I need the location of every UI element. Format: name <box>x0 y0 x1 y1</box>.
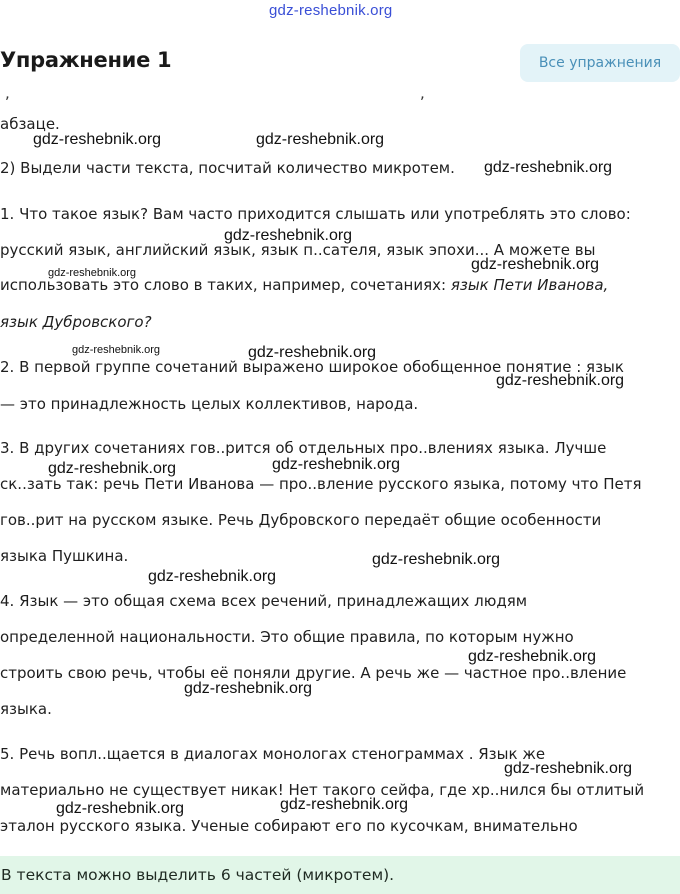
answer-box <box>0 856 680 894</box>
text-line: 2. В первой группе сочетаний выражено широкое обобщенное понятие : язык <box>0 358 624 376</box>
text-line: 2) Выдели части текста, посчитай количество микротем. <box>0 159 455 177</box>
text-line <box>0 313 152 331</box>
watermark: gdz-reshebnik.org <box>48 267 137 279</box>
text-line: ск..зать так: речь Пети Иванова — про..вление русского языка, потому что Петя <box>0 475 642 493</box>
clipped-text-fragment: , , <box>5 84 425 102</box>
text-line: гов..рит на русском языке. Речь Дубровского передаёт общие особенности <box>0 511 602 529</box>
text-line: 4. Язык — это общая схема всех речений, принадлежащих людям <box>0 592 528 610</box>
watermark: gdz-reshebnik.org <box>248 344 377 361</box>
watermark: gdz-reshebnik.org <box>224 227 353 244</box>
page-title: Упражнение 1 <box>0 48 172 72</box>
all-exercises-button[interactable]: Все упражнения <box>520 44 680 82</box>
text-line: материально не существует никак! Нет такого сейфа, где хр..нился бы отлитый <box>0 781 645 799</box>
text-line: эталон русского языка. Ученые собирают его по кусочкам, внимательно <box>0 817 578 835</box>
text-line: абзаце. <box>0 115 60 133</box>
watermark: gdz-reshebnik.org <box>280 796 409 813</box>
text-line: русский язык, английский язык, язык п..сателя, язык эпохи... А можете вы <box>0 241 596 259</box>
watermark: gdz-reshebnik.org <box>72 344 161 356</box>
watermark: gdz-reshebnik.org <box>471 256 600 273</box>
answer-text: В текста можно выделить 6 частей (микротем). <box>1 866 395 884</box>
page-header <box>0 44 680 82</box>
text-line: 1. Что такое язык? Вам часто приходится слышать или употреблять это слово: <box>0 205 631 223</box>
text-line: определенной национальности. Это общие правила, по которым нужно <box>0 628 574 646</box>
text-line-part: использовать это слово в таких, например, сочетаниях: <box>0 276 451 294</box>
watermark: gdz-reshebnik.org <box>372 551 501 568</box>
watermark: gdz-reshebnik.org <box>56 800 185 817</box>
watermark: gdz-reshebnik.org <box>484 159 613 176</box>
text-line: строить свою речь, чтобы её поняли другие. А речь же — частное про..вление <box>0 664 627 682</box>
text-line: языка Пушкина. <box>0 547 129 565</box>
watermark: gdz-reshebnik.org <box>504 760 633 777</box>
italic-example: язык Дубровского? <box>0 313 152 331</box>
watermark: gdz-reshebnik.org <box>256 131 385 148</box>
watermark: gdz-reshebnik.org <box>148 568 277 585</box>
italic-example: язык Пети Иванова, <box>450 276 609 294</box>
watermark: gdz-reshebnik.org <box>48 460 177 477</box>
watermark: gdz-reshebnik.org <box>33 131 162 148</box>
text-line: 5. Речь вопл..щается в диалогах монологах стенограммах . Язык же <box>0 745 546 763</box>
watermark: gdz-reshebnik.org <box>184 680 313 697</box>
watermark-top: gdz-reshebnik.org <box>269 2 393 19</box>
text-line: 3. В других сочетаниях гов..рится об отдельных про..влениях языка. Лучше <box>0 439 607 457</box>
text-line: — это принадлежность целых коллективов, народа. <box>0 395 419 413</box>
text-line: языка. <box>0 700 52 718</box>
watermark: gdz-reshebnik.org <box>496 372 625 389</box>
watermark: gdz-reshebnik.org <box>272 456 401 473</box>
watermark: gdz-reshebnik.org <box>468 648 597 665</box>
